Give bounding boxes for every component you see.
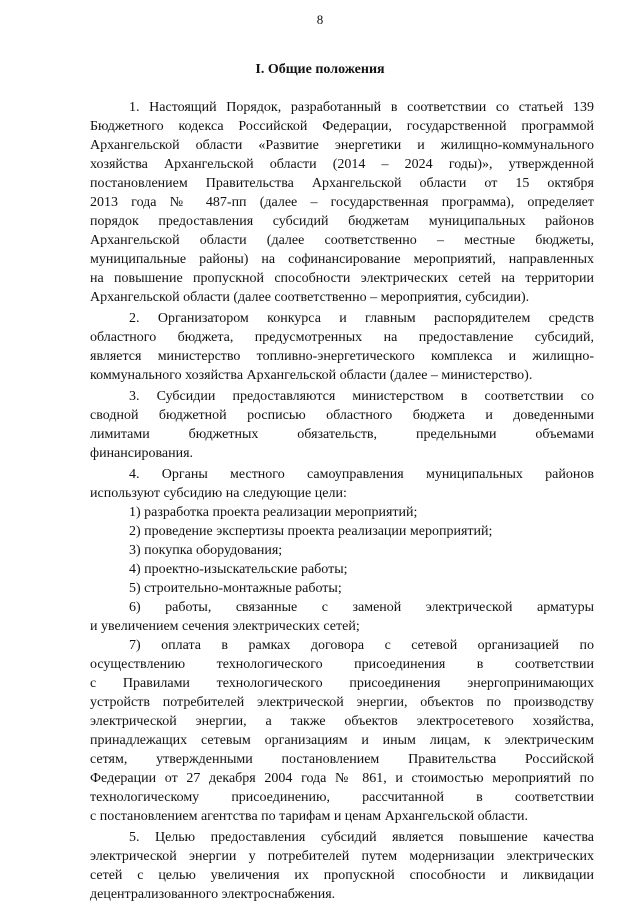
text-line: 2. Организатором конкурса и главным распорядителем средств [129,311,594,326]
list-item: 2) проведение экспертизы проекта реализации мероприятий; [129,524,493,539]
text-line: Архангельской области «Развитие энергетики и жилищно-коммунального [90,138,594,153]
text-line: 3. Субсидии предоставляются министерством в соответствии со [129,389,594,404]
text-line: постановлением Правительства Архангельской области от 15 октября [90,176,594,191]
text-line: децентрализованного электроснабжения. [90,887,336,902]
section-title: I. Общие положения [255,62,385,77]
text-line: устройств потребителей электрической энергии, объектов по производству [90,695,594,710]
text-line: 1. Настоящий Порядок, разработанный в соответствии со статьей 139 [129,100,594,115]
text-line: 4. Органы местного самоуправления муниципальных районов [129,467,594,482]
text-line: областного бюджета, предусмотренных на предоставление субсидий, [90,330,594,345]
text-line: сетей с целью увеличения их пропускной способности и ликвидации [90,868,594,883]
list-item: 6) работы, связанные с заменой электрической арматуры [129,600,594,615]
text-line: лимитами бюджетных обязательств, предельными объемами [90,427,594,442]
text-line: технологическому присоединению, рассчитанной в соответствии [90,790,594,805]
text-line: электрической энергии у потребителей путем модернизации электрических [90,849,594,864]
text-line: 5. Целью предоставления субсидий является повышение качества [129,830,594,845]
text-line: Архангельской области (далее соответственно – местные бюджеты, [90,233,594,248]
list-item: 7) оплата в рамках договора с сетевой организацией по [129,638,594,653]
list-item: 5) строительно-монтажные работы; [129,581,342,596]
text-line: является министерство топливно-энергетического комплекса и жилищно- [90,349,594,364]
text-line: сетям, утвержденными постановлением Правительства Российской [90,752,594,767]
text-line: порядок предоставления субсидий бюджетам муниципальных районов [90,214,594,229]
text-line: на повышение пропускной способности электрических сетей на территории [90,271,594,286]
text-line: электрической энергии, а также объектов электросетевого хозяйства, [90,714,594,729]
text-line: Архангельской области (далее соответственно – мероприятия, субсидии). [90,290,530,305]
list-item: 1) разработка проекта реализации мероприятий; [129,505,418,520]
text-line: сводной бюджетной росписью областного бюджета и доведенными [90,408,594,423]
text-line: осуществлению технологического присоединения в соответствии [90,657,594,672]
list-item: 4) проектно-изыскательские работы; [129,562,348,577]
text-line: принадлежащих сетевым организациям и иным лицам, к электрическим [90,733,594,748]
text-line: с Правилами технологического присоединения энергопринимающих [90,676,594,691]
text-line: финансирования. [90,446,194,461]
text-line: с постановлением агентства по тарифам и ценам Архангельской области. [90,809,528,824]
page-number: 8 [316,12,324,27]
text-line: используют субсидию на следующие цели: [90,486,347,501]
text-line: муниципальные районы) на софинансирование мероприятий, направленных [90,252,594,267]
text-line: 2013 года № 487-пп (далее – государственная программа), определяет [90,195,594,210]
text-line: Федерации от 27 декабря 2004 года № 861, и стоимостью мероприятий по [90,771,594,786]
text-line: хозяйства Архангельской области (2014 – 2024 годы)», утвержденной [90,157,594,172]
text-line: коммунального хозяйства Архангельской области (далее – министерство). [90,368,533,383]
list-item: 3) покупка оборудования; [129,543,283,558]
text-line: Бюджетного кодекса Российской Федерации, государственной программой [90,119,594,134]
text-line: и увеличением сечения электрических сетей; [90,619,360,634]
